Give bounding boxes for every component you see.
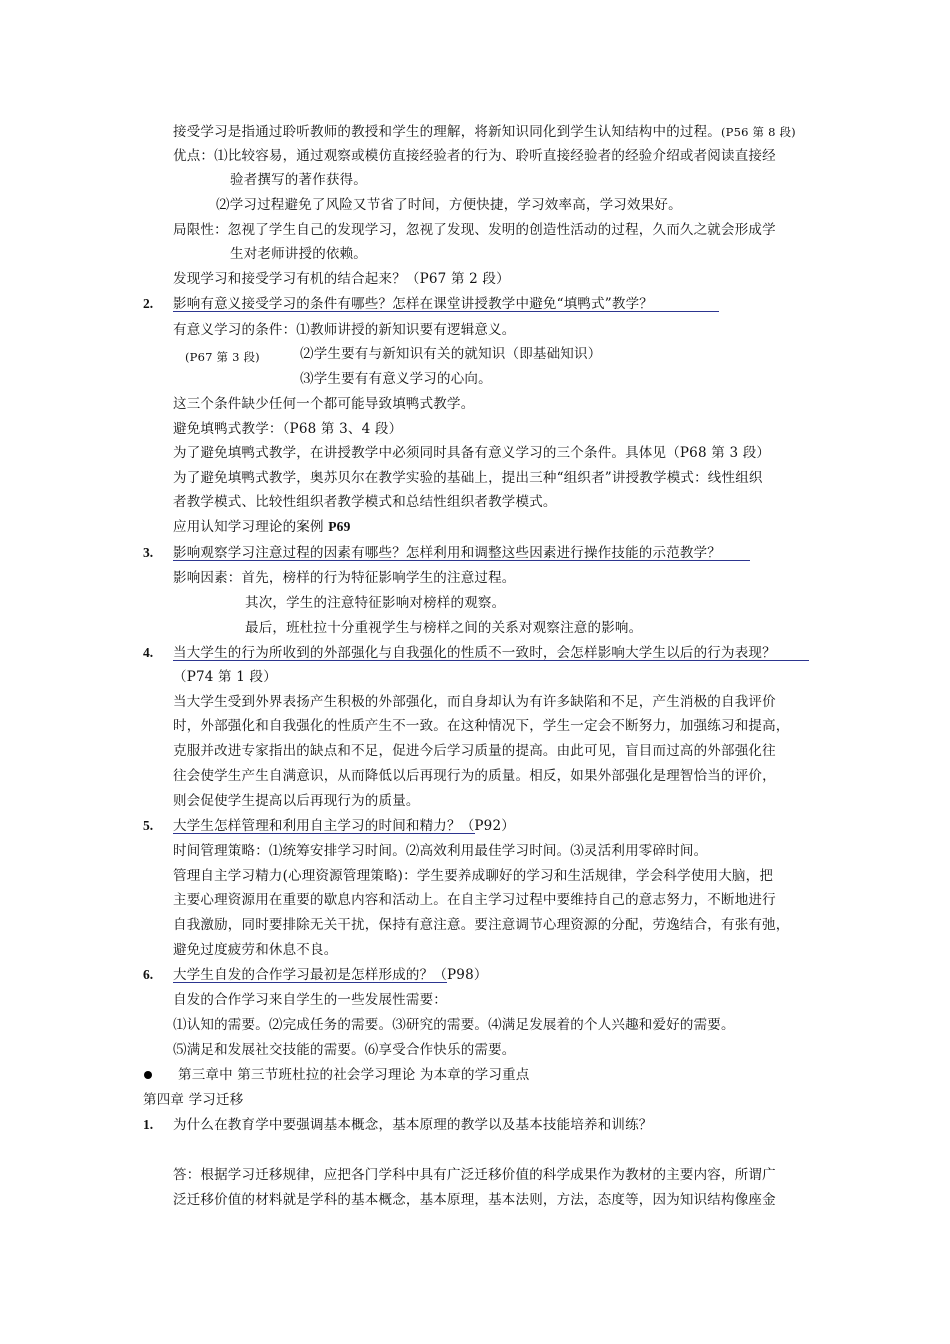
question-underline bbox=[173, 560, 750, 561]
text-line: 克服并改进专家指出的缺点和不足，促进今后学习质量的提高。由此可见，盲目而过高的外部强化往 bbox=[173, 743, 776, 759]
text-line: 为了避免填鸭式教学，奥苏贝尔在教学实验的基础上，提出三种“组织者”讲授教学模式：线性组织 bbox=[173, 470, 763, 486]
bullet-icon bbox=[144, 1071, 152, 1079]
text-line: ⑴认知的需要。⑵完成任务的需要。⑶研究的需要。⑷满足发展着的个人兴趣和爱好的需要。 bbox=[173, 1017, 735, 1033]
text-line: （P74 第 1 段） bbox=[173, 669, 277, 685]
text-line: ⑶学生要有有意义学习的心向。 bbox=[300, 371, 492, 387]
text-line: ⑵学生要有与新知识有关的就知识（即基础知识） bbox=[300, 346, 602, 362]
question-underline bbox=[173, 311, 719, 312]
chapter-heading: 第四章 学习迁移 bbox=[143, 1092, 244, 1108]
question-number: 1. bbox=[143, 1117, 154, 1132]
text-line: 泛迁移价值的材料就是学科的基本概念，基本原理，基本法则，方法，态度等，因为知识结构像座金 bbox=[173, 1192, 776, 1208]
text-line: 影响因素：首先，榜样的行为特征影响学生的注意过程。 bbox=[173, 570, 516, 586]
text-line: 这三个条件缺少任何一个都可能导致填鸭式教学。 bbox=[173, 396, 475, 412]
text-line: 局限性：忽视了学生自己的发现学习，忽视了发现、发明的创造性活动的过程，久而久之就会形成学 bbox=[173, 222, 776, 238]
question-heading: 影响有意义接受学习的条件有哪些？怎样在课堂讲授教学中避免“填鸭式”教学？ bbox=[173, 296, 654, 312]
text-line: 生对老师讲授的依赖。 bbox=[230, 246, 367, 262]
question-number: 2. bbox=[143, 296, 154, 311]
text-line: 避免填鸭式教学：（P68 第 3、4 段） bbox=[173, 421, 403, 437]
text-line: 有意义学习的条件：⑴教师讲授的新知识要有逻辑意义。 bbox=[173, 322, 516, 338]
text-line: 优点：⑴比较容易，通过观察或模仿直接经验者的行为、聆听直接经验者的经验介绍或者阅读直接经 bbox=[173, 148, 776, 164]
question-underline bbox=[173, 982, 447, 983]
text-line: 第三章中 第三节班杜拉的社会学习理论 为本章的学习重点 bbox=[178, 1067, 530, 1083]
question-number: 3. bbox=[143, 545, 154, 560]
question-number: 6. bbox=[143, 967, 154, 982]
text-line: 发现学习和接受学习有机的结合起来？（P67 第 2 段） bbox=[173, 271, 510, 287]
question-heading: 为什么在教育学中要强调基本概念，基本原理的教学以及基本技能培养和训练？ bbox=[173, 1117, 653, 1133]
question-number: 4. bbox=[143, 645, 154, 660]
question-heading: 大学生怎样管理和利用自主学习的时间和精力？（P92） bbox=[173, 818, 515, 834]
question-heading: 当大学生的行为所收到的外部强化与自我强化的性质不一致时，会怎样影响大学生以后的行为表现？ bbox=[173, 645, 776, 661]
text-line: 当大学生受到外界表扬产生积极的外部强化，而自身却认为有许多缺陷和不足，产生消极的自我评价 bbox=[173, 694, 776, 710]
text-line: ⑵学习过程避免了风险又节省了时间，方便快捷，学习效率高，学习效果好。 bbox=[216, 197, 682, 213]
question-underline bbox=[173, 660, 809, 661]
text-line: 主要心理资源用在重要的歇息内容和活动上。在自主学习过程中要维持自己的意志努力，不断地进行 bbox=[173, 892, 776, 908]
question-heading: 大学生自发的合作学习最初是怎样形成的？（P98） bbox=[173, 967, 488, 983]
text-line: 时间管理策略：⑴统筹安排学习时间。⑵高效利用最佳学习时间。⑶灵活利用零碎时间。 bbox=[173, 843, 708, 859]
text-line: 验者撰写的著作获得。 bbox=[230, 172, 367, 188]
text-line: ⑸满足和发展社交技能的需要。⑹享受合作快乐的需要。 bbox=[173, 1042, 516, 1058]
text-line: 其次，学生的注意特征影响对榜样的观察。 bbox=[245, 595, 506, 611]
text-line: 自发的合作学习来自学生的一些发展性需要： bbox=[173, 992, 447, 1008]
page-reference: (P67 第 3 段) bbox=[185, 350, 260, 364]
text-line: 者教学模式、比较性组织者教学模式和总结性组织者教学模式。 bbox=[173, 494, 557, 510]
text-line: 则会促使学生提高以后再现行为的质量。 bbox=[173, 793, 420, 809]
text-line: 接受学习是指通过聆听教师的教授和学生的理解，将新知识同化到学生认知结构中的过程。(P56 第 8 段) bbox=[173, 124, 796, 140]
question-underline bbox=[173, 833, 475, 834]
text-line: 自我激励，同时要排除无关干扰，保持有意注意。要注意调节心理资源的分配，劳逸结合，有张有弛， bbox=[173, 917, 790, 933]
question-heading: 影响观察学习注意过程的因素有哪些？怎样利用和调整这些因素进行操作技能的示范教学？ bbox=[173, 545, 721, 561]
text-line: 最后，班杜拉十分重视学生与榜样之间的关系对观察注意的影响。 bbox=[245, 620, 643, 636]
text-line: 为了避免填鸭式教学，在讲授教学中必须同时具备有意义学习的三个条件。具体见（P68 第 3 段） bbox=[173, 445, 771, 461]
text-line: 管理自主学习精力(心理资源管理策略)：学生要养成聊好的学习和生活规律，学会科学使用大脑，把 bbox=[173, 868, 774, 884]
text-line: 时，外部强化和自我强化的性质产生不一致。在这种情况下，学生一定会不断努力，加强练习和提高， bbox=[173, 718, 790, 734]
text-line: 应用认知学习理论的案例 P69 bbox=[173, 519, 351, 535]
question-number: 5. bbox=[143, 818, 154, 833]
text-line: 避免过度疲劳和休息不良。 bbox=[173, 942, 338, 958]
text-line: 答：根据学习迁移规律，应把各门学科中具有广泛迁移价值的科学成果作为教材的主要内容，所谓广 bbox=[173, 1167, 776, 1183]
text-line: 往会使学生产生自满意识，从而降低以后再现行为的质量。相反，如果外部强化是理智恰当的评价， bbox=[173, 768, 776, 784]
